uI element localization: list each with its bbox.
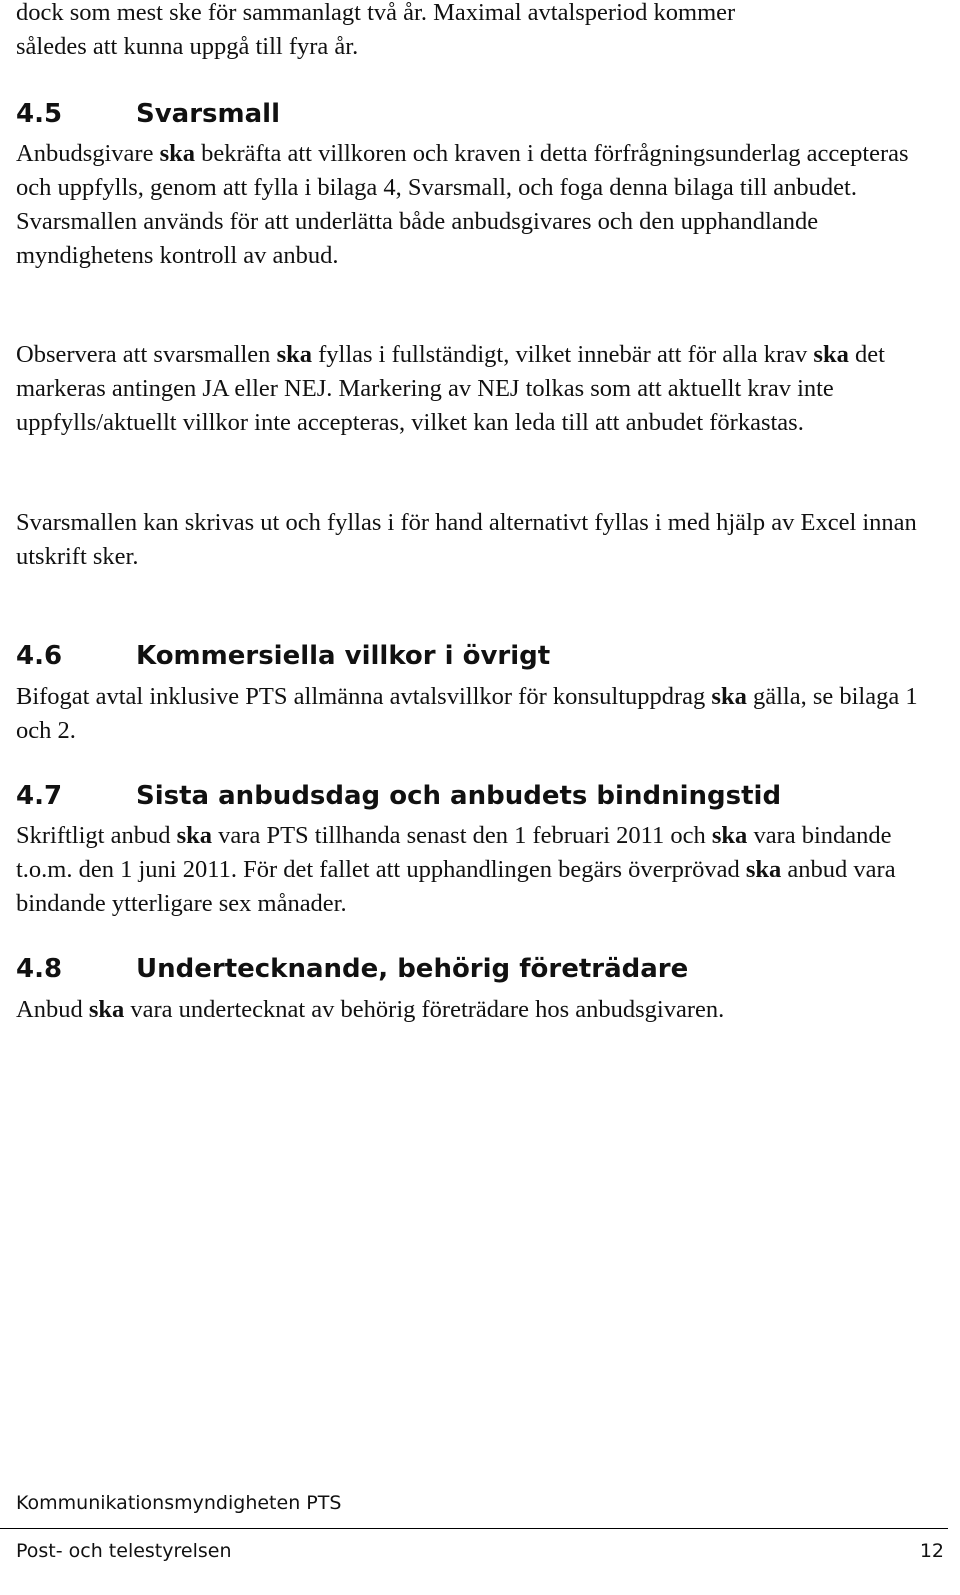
section-title: Svarsmall — [136, 99, 280, 129]
text-run: vara undertecknat av behörig företrädare hos anbudsgivaren. — [124, 996, 725, 1023]
intro-line-2: således att kunna uppgå till fyra år. — [16, 33, 359, 60]
section-4-6-heading — [16, 639, 946, 673]
text-run: Svarsmallen kan skrivas ut och fyllas i för hand alternativt fyllas i med hjälp av Excel innan utskrift sker. — [16, 509, 917, 570]
emphasis-ska: ska — [276, 341, 312, 368]
section-number: 4.7 — [16, 781, 63, 811]
text-run: vara PTS tillhanda senast den 1 februari 2011 och — [212, 822, 712, 849]
footer-authority: Post- och telestyrelsen — [16, 1540, 232, 1562]
page-number: 12 — [919, 1540, 944, 1562]
text-run: Skriftligt anbud — [16, 822, 177, 849]
text-run: Bifogat avtal inklusive PTS allmänna avtalsvillkor för konsultuppdrag — [16, 683, 712, 710]
intro-line-1: dock som mest ske för sammanlagt två år. Maximal avtalsperiod kommer — [16, 0, 736, 26]
emphasis-ska: ska — [813, 341, 849, 368]
footer-divider — [0, 1528, 948, 1529]
section-4-6-paragraph — [16, 680, 946, 748]
section-title: Kommersiella villkor i övrigt — [136, 641, 551, 671]
emphasis-ska: ska — [711, 683, 747, 710]
text-run: Svarsmallen används för att underlätta både anbudsgivares och den upphandlande myndighetens kontroll av anbud. — [16, 208, 819, 269]
emphasis-ska: ska — [711, 822, 748, 849]
text-run: Anbudsgivare — [16, 140, 160, 167]
text-run: bekräfta att villkoren och kraven i detta förfrågningsunderlag accepteras och uppfylls, genom att fylla i bilaga 4, Svarsmall, och foga denna bilaga till anbudet. — [16, 140, 909, 201]
section-4-8-paragraph — [16, 993, 946, 1027]
text-run: vara bindande t.o.m. den 1 juni 2011. För det fallet att upphandlingen begärs överprövad — [16, 822, 892, 883]
text-run: anbud vara bindande ytterligare sex månader. — [16, 856, 896, 917]
section-number: 4.8 — [16, 954, 63, 984]
section-4-5-paragraph-3 — [16, 506, 946, 574]
text-run: Anbud — [16, 996, 89, 1023]
section-4-7-paragraph — [16, 819, 946, 921]
intro-paragraph — [16, 0, 946, 64]
emphasis-ska: ska — [745, 856, 782, 883]
emphasis-ska: ska — [88, 996, 125, 1023]
section-title: Undertecknande, behörig företrädare — [136, 954, 689, 984]
section-4-8-heading — [16, 952, 946, 986]
footer-bottom-row — [16, 1540, 944, 1562]
section-number: 4.5 — [16, 99, 63, 129]
text-run: det markeras antingen JA eller NEJ. Markering av NEJ tolkas som att aktuellt krav inte uppfylls/aktuellt villkor inte accepteras, vilket kan leda till att anbudet förkastas. — [16, 341, 885, 436]
emphasis-ska: ska — [159, 140, 195, 167]
text-run: gälla, se bilaga 1 och 2. — [16, 683, 918, 744]
section-4-5-paragraph-1 — [16, 137, 946, 273]
footer-organization: Kommunikationsmyndigheten PTS — [16, 1492, 342, 1514]
section-4-5-heading — [16, 97, 946, 131]
section-4-7-heading — [16, 779, 946, 813]
text-run: Observera att svarsmallen — [16, 341, 277, 368]
text-run: fyllas i fullständigt, vilket innebär att för alla krav — [311, 341, 814, 368]
section-number: 4.6 — [16, 641, 63, 671]
section-title: Sista anbudsdag och anbudets bindningstid — [136, 781, 782, 811]
emphasis-ska: ska — [176, 822, 213, 849]
section-4-5-paragraph-2 — [16, 338, 946, 440]
